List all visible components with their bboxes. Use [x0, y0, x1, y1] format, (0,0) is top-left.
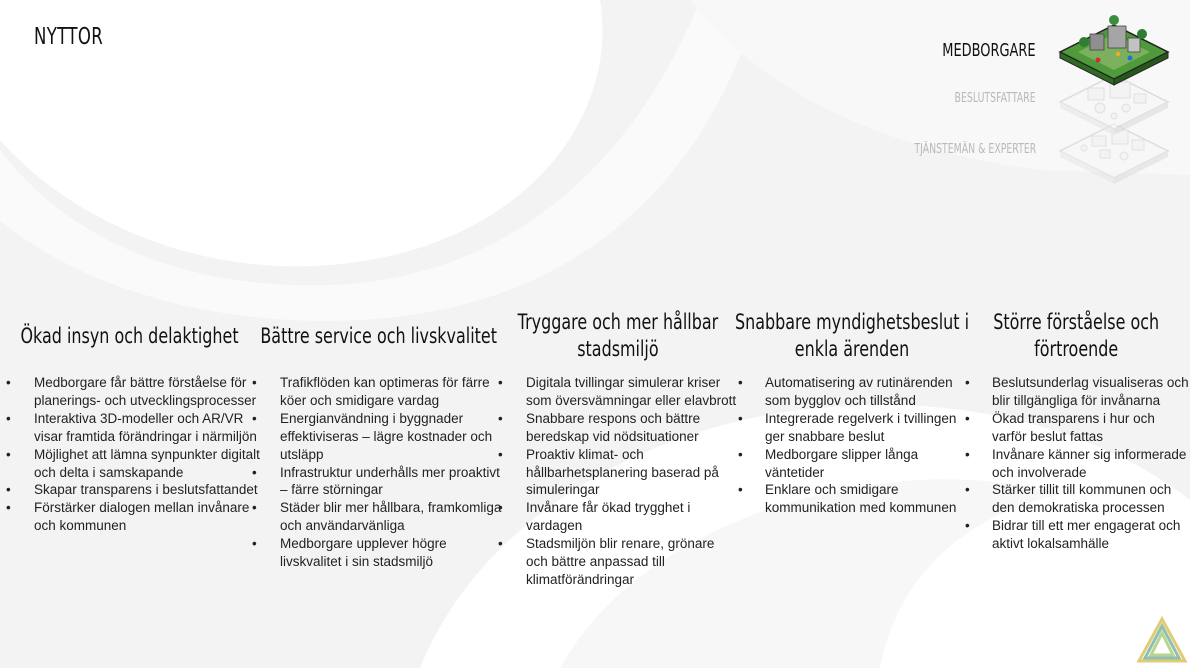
benefit-list — [252, 374, 506, 571]
column-heading — [252, 304, 506, 368]
list-item: • Infrastruktur underhålls mer proaktivt – färre störningar — [252, 464, 506, 500]
list-item: • Medborgare upplever högre livskvalitet i sin stadsmiljö — [252, 535, 506, 571]
list-item: • Ökad transparens i hur och varför beslut fattas — [962, 410, 1190, 446]
list-item: • Enklare och smidigare kommunikation med kommunen — [736, 481, 968, 517]
list-item: • Integrerade regelverk i tvillingen ger snabbare beslut — [736, 410, 968, 446]
benefit-column-2 — [252, 304, 506, 571]
list-item: • Medborgare får bättre förståelse för planerings- och utvecklingsprocesser — [0, 374, 260, 410]
list-item: • Automatisering av rutinärenden som bygglov och tillstånd — [736, 374, 968, 410]
list-item: • Digitala tvillingar simulerar kriser som översvämningar eller elavbrott — [498, 374, 738, 410]
column-heading — [736, 304, 968, 368]
list-item: • Stadsmiljön blir renare, grönare och bättre anpassad till klimatförändringar — [498, 535, 738, 589]
benefit-list — [736, 374, 968, 517]
role-label-medborgare: MEDBORGARE — [942, 40, 1036, 61]
list-item: • Snabbare respons och bättre beredskap vid nödsituationer — [498, 410, 738, 446]
column-heading-line: Större förståelse och — [993, 310, 1159, 334]
list-item: • Stärker tillit till kommunen och den demokratiska processen — [962, 481, 1190, 517]
column-heading-line: förtroende — [1033, 337, 1119, 361]
list-item: • Energianvändning i byggnader effektiviseras – lägre kostnader och utsläpp — [252, 410, 506, 464]
list-item: • Invånare får ökad trygghet i vardagen — [498, 499, 738, 535]
role-label-tjansteman: TJÄNSTEMÄN & EXPERTER — [914, 142, 1036, 157]
list-item: • Skapar transparens i beslutsfattandet — [0, 481, 260, 499]
slide-title: NYTTOR — [34, 24, 104, 50]
list-item: • Medborgare slipper långa väntetider — [736, 446, 968, 482]
column-heading — [962, 304, 1190, 368]
list-item: • Bidrar till ett mer engagerat och aktivt lokalsamhälle — [962, 517, 1190, 553]
benefit-column-5 — [962, 304, 1190, 553]
column-heading-line: enkla ärenden — [794, 337, 910, 361]
list-item: • Proaktiv klimat- och hållbarhetsplanering baserad på simuleringar — [498, 446, 738, 500]
role-label-beslutsfattare: BESLUTSFATTARE — [954, 91, 1036, 106]
benefit-column-1 — [0, 304, 260, 535]
column-heading-line: Snabbare myndighetsbeslut i — [734, 310, 970, 334]
triangle-logo-icon — [1136, 616, 1188, 664]
list-item: • Interaktiva 3D-modeller och AR/VR visar framtida förändringar i närmiljön — [0, 410, 260, 446]
list-item: • Förstärker dialogen mellan invånare och kommunen — [0, 499, 260, 535]
layer-medborgare-graphic — [1060, 15, 1168, 85]
city-layers-illustration — [1054, 8, 1174, 190]
column-heading-line: stadsmiljö — [577, 337, 659, 361]
benefit-list — [962, 374, 1190, 553]
list-item: • Möjlighet att lämna synpunkter digitalt och delta i samskapande — [0, 446, 260, 482]
list-item: • Beslutsunderlag visualiseras och blir tillgängliga för invånarna — [962, 374, 1190, 410]
benefit-column-4 — [736, 304, 968, 517]
column-heading-line: Bättre service och livskvalitet — [260, 323, 498, 348]
benefit-list — [498, 374, 738, 589]
list-item: • Trafikflöden kan optimeras för färre köer och smidigare vardag — [252, 374, 506, 410]
benefit-list — [0, 374, 260, 535]
column-heading — [0, 304, 260, 368]
column-heading-line: Tryggare och mer hållbar — [517, 310, 719, 334]
list-item: • Städer blir mer hållbara, framkomliga och användarvänliga — [252, 499, 506, 535]
list-item: • Invånare känner sig informerade och involverade — [962, 446, 1190, 482]
column-heading-line: Ökad insyn och delaktighet — [20, 323, 240, 348]
